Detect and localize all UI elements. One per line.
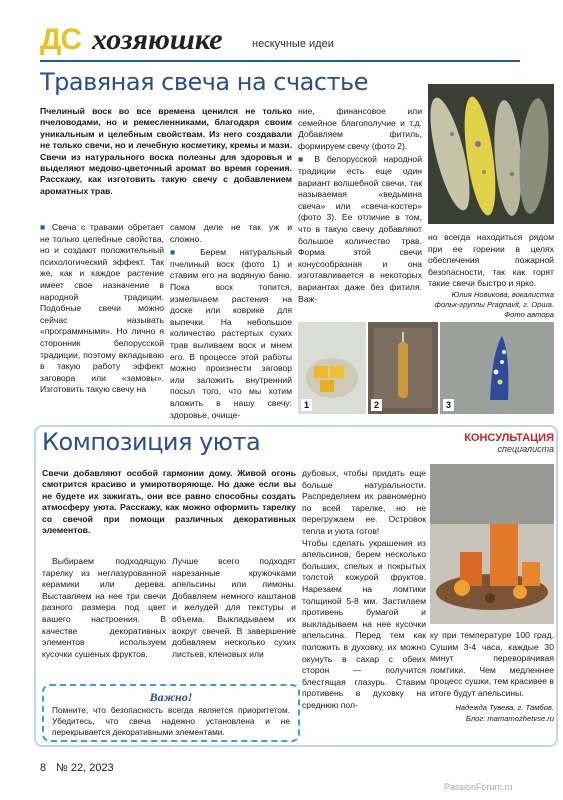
- consultation-badge: [424, 432, 554, 454]
- article-lead: Пчелиный воск во все времена ценился не только пчеловодами, но и ремесленниками, благодаря своим уникальным и целебным свойствам. Из него создавали не только свечи, но и лечебную косметику, кремы и мази. Свечи из натурального воска полезны для здоровья и выделяют медово-цветочный аромат во время горения. Расскажу, как изготовить такую свечу с добавлением ароматных трав.: [40, 106, 292, 196]
- article-column-3: ние, финансовое или семейное благополучие и т.д. Добавляем фитиль, формируем свечу (фото 2). ■ В белорусской народной традиции есть еще один вариант волшебной свечи, так называемая «ведьмина свеча» или «свеча-костер» (фото 3). Ее отличие в том, что в такую свечу добавляют большое количество трав. Форма этой свечи конусообразная и она изготавливается в некоторых вариантах даже без фитиля. Важ-: [298, 106, 422, 304]
- header-divider: [40, 60, 520, 62]
- section-subtitle: нескучные идеи: [252, 38, 334, 50]
- step-photo-2: [368, 322, 438, 414]
- issue-number: № 22, 2023: [56, 762, 114, 774]
- article2-column-3: дубовых, чтобы придать еще больше натуральности. Распределяем их равномерно по всей тарелке, но не перегружаем ее. Островок тепла и уюта готов! Чтобы сделать украшения из апельсинов, берем несколько больших, спелых и покрытых толстой кожурой фруктов. Нарезаем на ломтики толщиной 5-8 мм. Застилаем противень бумагой и выкладываем на нее кусочки апельсина. Перед тем как положить в духовку, их можно окунуть в сахар с обеих сторон — получится блестящая глазурь. Ставим противень в духовку на среднюю пол-: [302, 468, 426, 710]
- herbal-candles-photo: [428, 84, 554, 224]
- logo: ДС: [40, 23, 82, 56]
- article2-lead: Свечи добавляют особой гармонии дому. Живой огонь смотрится красиво и умиротворяюще. Но даже если вы не будете их зажигать, они все равно способны создать атмосферу уюта. Расскажу, как можно оформить тарелку со свечой при помощи различных декоративных элементов.: [42, 468, 296, 536]
- article2-column-4: ку при температуре 100 град. Сушим 3-4 часа, каждые 30 минут переворачивая ломтики. Чем медленнее процесс сушки, тем красивее в итоге будут апельсины.: [430, 630, 554, 698]
- section-title: хозяюшке: [92, 23, 223, 56]
- important-note: [42, 684, 300, 742]
- article-title: Травяная свеча на счастье: [40, 68, 368, 96]
- badge-subtitle: специалиста: [497, 444, 554, 454]
- author-credit: Юлия Новикова, вокалистка фольк-группы Pragnavit, г. Орша. Фото автора: [434, 290, 554, 319]
- photo-number: 1: [301, 399, 312, 411]
- author-blog: Блог: mamamozhetvse.ru: [465, 714, 554, 723]
- step-photo-3: [440, 322, 554, 414]
- bullet-square: ■: [40, 222, 52, 232]
- author-name: Надежда Тувева, г. Тамбов.: [455, 703, 554, 712]
- magazine-header: [40, 22, 520, 62]
- article2-author: [430, 702, 554, 724]
- candles-illustration: [428, 84, 554, 224]
- page-number: 8: [40, 762, 47, 774]
- step-photo-1: [298, 322, 366, 414]
- article-column-2: самом деле не так уж и сложно. ■ Берем натуральный пчелиный воск (фото 1) и ставим его на водяную баню. Пока воск топится, измельчаем растения на доске или коврике для выпечки. На небольшое количество растертых сухих трав выливаем воск и мнем его. В процессе этой работы можно произнести заговор или заложить внутренний посыл того, что мы хотим вложить в нашу свечу: здоровье, очище-: [170, 222, 292, 420]
- witch-candle-illustration: [440, 322, 554, 414]
- article-column-4: но всегда находиться рядом при ее горении в целях обеспечения пожарной безопасности, так как горят такие свечи быстро и ярко.: [428, 232, 554, 289]
- watermark: PassionForum.ru: [444, 782, 513, 792]
- badge-title: КОНСУЛЬТАЦИЯ: [464, 432, 554, 444]
- photo-number: 2: [371, 399, 382, 411]
- photo-number: 3: [443, 399, 454, 411]
- article2-column-2: Лучше всего подходят нарезанные кружочками апельсины или лимоны. Добавляем немного каштанов и желудей для текстуры и объема. Выкладываем их вокруг свечей. В завершение добавляем несколько сухих листьев, кленовых или: [172, 556, 296, 659]
- candle-plate-illustration: [430, 464, 554, 624]
- article-column-1: ■ Свеча с травами обретает не только целебные свойства, но и создают положительный психологический эффект. Так же, как и каждое растение имеет свое назначение в народной традиции. Подобные свечи можно сейчас называть «программными». Но лично я сторонник белорусской традиции, поэтому вкладываю в такую работу эффект заговора или «замовы». Изготовить такую свечу на: [40, 222, 164, 395]
- article2-column-1: Выбираем подходящую тарелку из неглазурованной керамики или дерева. Выставляем на нее три свечи разного размера под цвет вашего настроения. В качестве декоративных элементов используем кусочки сушеных фруктов.: [42, 556, 166, 659]
- note-title: Важно!: [149, 690, 193, 704]
- candle-plate-photo: [430, 464, 554, 624]
- article2-title: Композиция уюта: [42, 428, 261, 456]
- note-text: Помните, что безопасность всегда является приоритетом. Убедитесь, что свеча надежно установлена и не перекрывается декоративными элементами.: [52, 705, 290, 737]
